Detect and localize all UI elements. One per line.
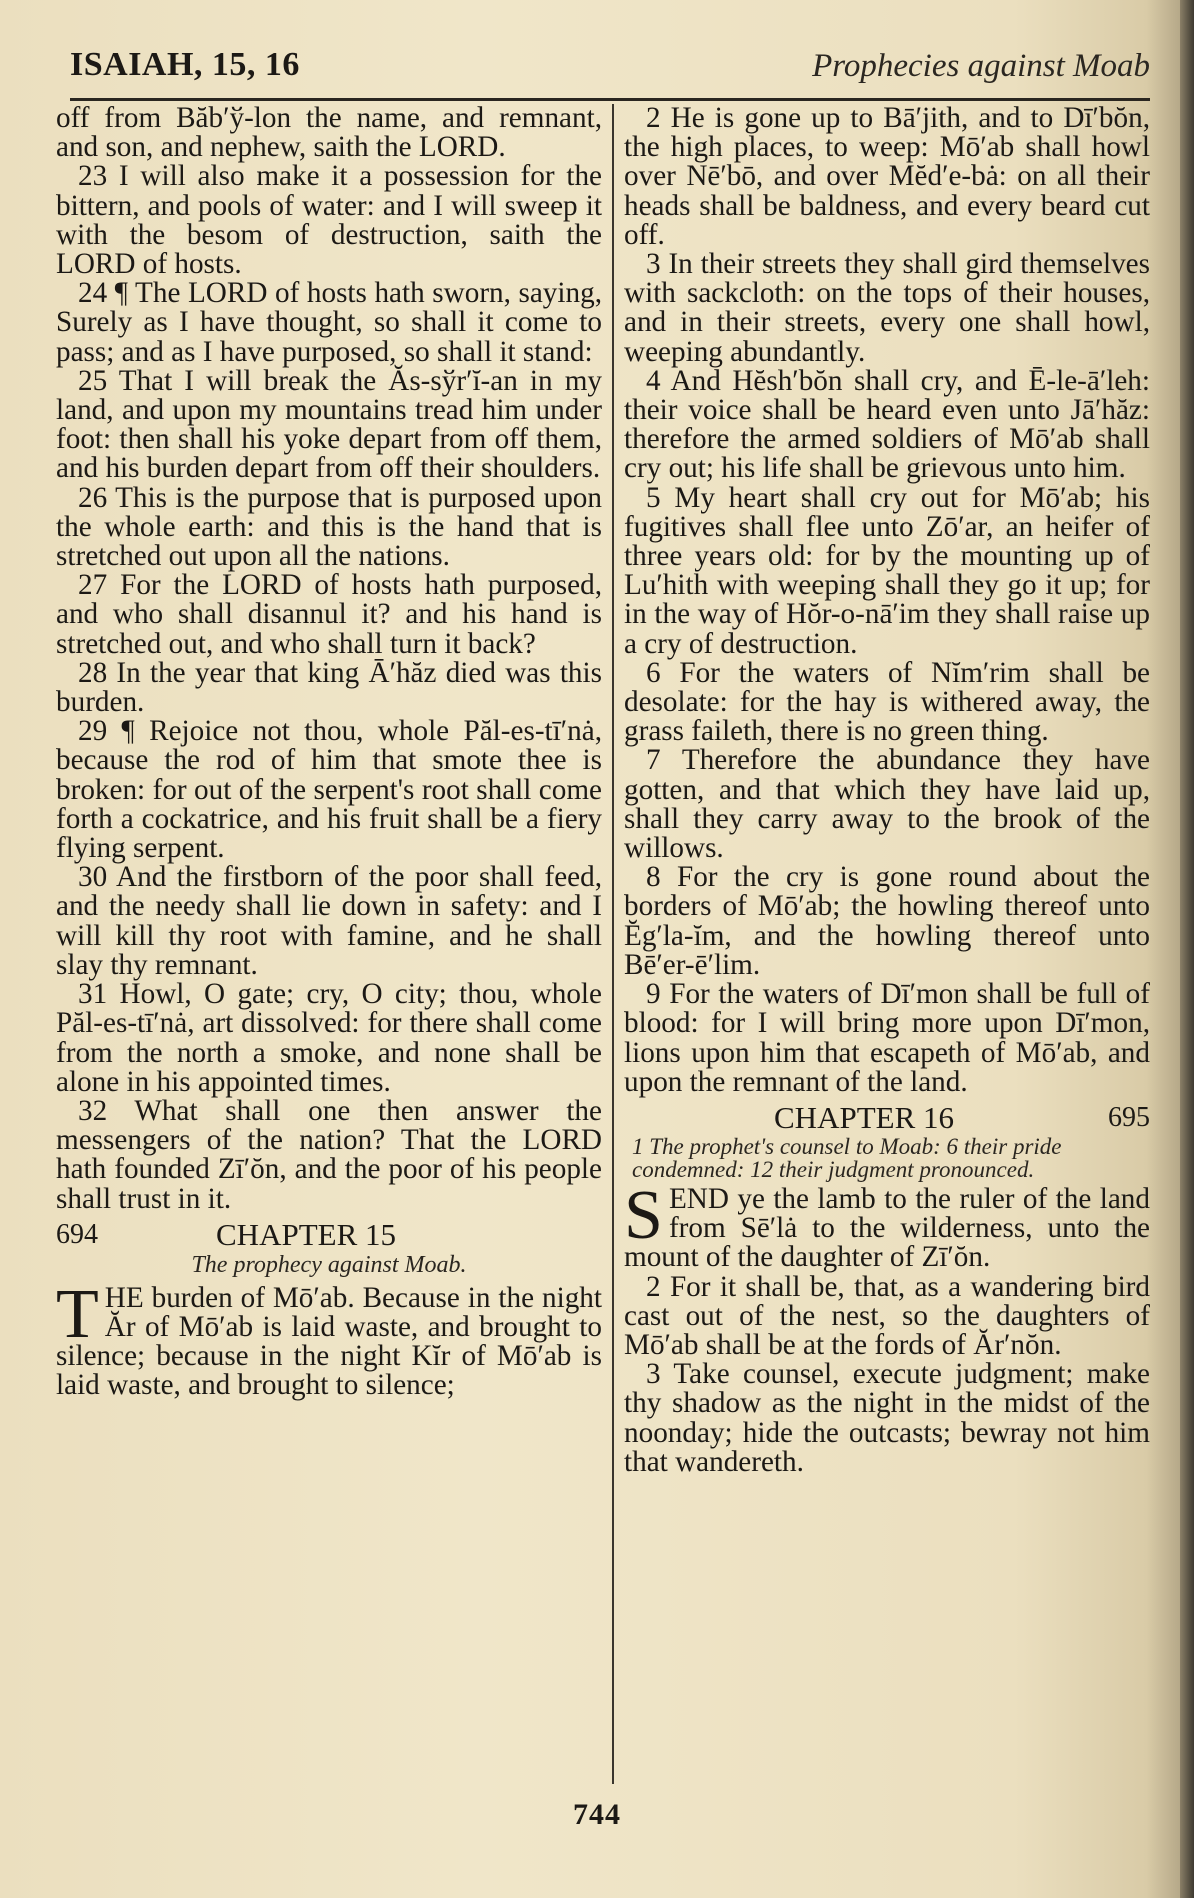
chapter-16-summary: 1 The prophet's counsel to Moab: 6 their pride condemned: 12 their judgment pronounced. — [632, 1133, 1062, 1182]
verse-16-2: 2 For it shall be, that, as a wandering bird cast out of the nest, so the daughters of Mō′ab shall be at the fords of Ăr′nŏn. — [624, 1270, 1150, 1361]
verse-14-28: 28 In the year that king Ā′hăz died was this burden. — [56, 656, 602, 719]
verse-15-5: 5 My heart shall cry out for Mō′ab; his fugitives shall flee unto Zō′ar, an heifer of three years old: for by the mounting up of Lu′hith with weeping shall they go it up; for in the way of Hŏr-o-nā′im they shall raise up a cry of destruction. — [624, 481, 1150, 660]
page-edge-shadow — [1180, 0, 1194, 1898]
book-chapter-reference: ISAIAH, 15, 16 — [70, 46, 300, 83]
verse-15-9: 9 For the waters of Dī′mon shall be full of blood: for I will bring more upon Dī′mon, lions upon him that escapeth of Mō′ab, and upon the remnant of the land. — [624, 978, 1150, 1098]
chapter-16-page-number: 695 — [1108, 1101, 1150, 1133]
page-number: 744 — [573, 1798, 621, 1831]
verse-16-1-text: END ye the lamb to the ruler of the land from Sē′lȧ to the wilderness, unto the mount of the daughter of Zī′ŏn. — [624, 1182, 1150, 1274]
verse-14-27: 27 For the LORD of hosts hath purposed, and who shall disannul it? and his hand is stretched out, and who shall turn it back? — [56, 569, 602, 660]
chapter-15-page-number: 694 — [56, 1218, 98, 1250]
verse-16-1 — [624, 1176, 1150, 1274]
right-column — [624, 104, 1150, 1794]
drop-cap: S — [624, 1176, 663, 1254]
chapter-15-heading — [56, 1218, 602, 1252]
verse-15-7: 7 Therefore the abundance they have gotten, and that which they have laid up, shall they carry away to the brook of the willows. — [624, 744, 1150, 865]
verse-14-29: 29 ¶ Rejoice not thou, whole Păl-es-tī′nȧ, because the rod of him that smote thee is broken: for out of the serpent's root shall come forth a cockatrice, and his fruit shall be a fiery flying serpent. — [56, 715, 602, 865]
verse-14-22-continued: off from Băb′ў-lon the name, and remnant, and son, and nephew, saith the LORD. — [56, 102, 602, 164]
verse-14-31: 31 Howl, O gate; cry, O city; thou, whole Păl-es-tī′nȧ, art dissolved: for there shall come from the north a smoke, and none shall be alone in his appointed times. — [56, 978, 602, 1098]
verse-15-1-text: HE burden of Mō′ab. Because in the night Ăr of Mō′ab is laid waste, and brought to silence; because in the night Kĭr of Mō′ab is laid waste, and brought to silence; — [56, 1281, 602, 1402]
chapter-16-heading — [624, 1101, 1150, 1135]
section-title: Prophecies against Moab — [812, 48, 1150, 84]
verse-14-25: 25 That I will break the Ăs-sўr′ĭ-an in my land, and upon my mountains tread him under foot: then shall his yoke depart from off them, and his burden depart from off their shoulders. — [56, 364, 602, 485]
left-column — [56, 104, 602, 1794]
verse-14-24: 24 ¶ The LORD of hosts hath sworn, saying, Surely as I have thought, so shall it come to pass; and as I have purposed, so shall it stand: — [56, 277, 602, 368]
verse-15-8: 8 For the cry is gone round about the borders of Mō′ab; the howling thereof unto Ĕg′la-ĭm, and the howling thereof unto Bē′er-ē′lim. — [624, 861, 1150, 981]
verse-15-6: 6 For the waters of Nĭm′rim shall be desolate: for the hay is withered away, the grass faileth, there is no green thing. — [624, 656, 1150, 748]
header-rule — [70, 98, 1150, 101]
running-head — [70, 42, 1150, 94]
verse-14-32: 32 What shall one then answer the messengers of the nation? That the LORD hath founded Zī′ŏn, and the poor of his people shall trust in it. — [56, 1094, 602, 1215]
verse-15-3: 3 In their streets they shall gird themselves with sackcloth: on the tops of their houses, and in their streets, every one shall howl, weeping abundantly. — [624, 248, 1150, 368]
verse-14-26: 26 This is the purpose that is purposed upon the whole earth: and this is the hand that is stretched out upon all the nations. — [56, 481, 602, 573]
verse-14-30: 30 And the firstborn of the poor shall feed, and the needy shall lie down in safety: and I will kill thy root with famine, and he shall slay thy remnant. — [56, 861, 602, 981]
chapter-15-title: CHAPTER 15 — [216, 1216, 396, 1252]
verse-15-2: 2 He is gone up to Bā′jith, and to Dī′bŏn, the high places, to weep: Mō′ab shall howl over Nē′bō, and over Mĕd′e-bȧ: on all their heads shall be baldness, and every beard cut off. — [624, 102, 1150, 251]
verse-15-1 — [56, 1275, 602, 1402]
verse-15-4: 4 And Hĕsh′bŏn shall cry, and Ē-le-ā′leh: their voice shall be heard even unto Jā′hăz: therefore the armed soldiers of Mō′ab shall cry out; his life shall be grievous unto him. — [624, 364, 1150, 485]
drop-cap: T — [56, 1275, 99, 1353]
chapter-15-summary: The prophecy against Moab. — [191, 1251, 467, 1278]
verse-16-3: 3 Take counsel, execute judgment; make thy shadow as the night in the midst of the noonday; hide the outcasts; bewray not him that wandereth. — [624, 1358, 1150, 1478]
verse-14-23: 23 I will also make it a possession for the bittern, and pools of water: and I will sweep it with the besom of destruction, saith the LORD of hosts. — [56, 160, 602, 281]
chapter-16-title: CHAPTER 16 — [774, 1099, 954, 1135]
column-divider — [612, 104, 614, 1784]
